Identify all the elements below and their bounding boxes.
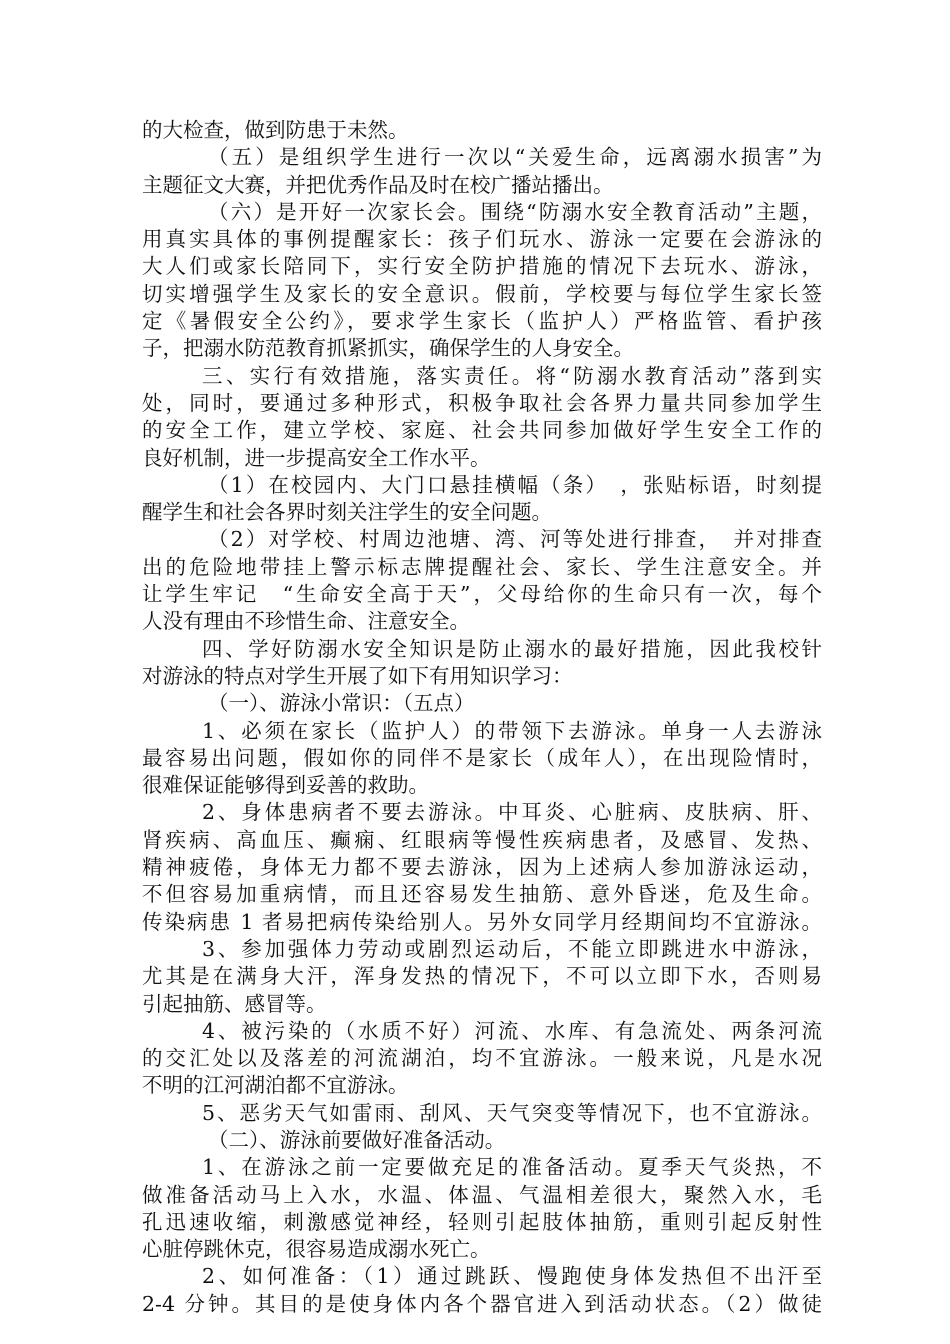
text-line: 引起抽筋、感冒等。 (142, 991, 327, 1016)
text-line: 对游泳的特点对学生开展了如下有用知识学习： (142, 663, 573, 688)
text-line: 1、必须在家长（监护人）的带领下去游泳。单身一人去游泳 (202, 718, 822, 743)
text-line: 5、恶劣天气如雷雨、刮风、天气突变等情况下，也不宜游泳。 (202, 1100, 822, 1125)
text-line: 的交汇处以及落差的河流湖泊，均不宜游泳。一般来说，凡是水况 (142, 1046, 822, 1071)
text-line: 切实增强学生及家长的安全意识。假前，学校要与每位学生家长签 (142, 281, 822, 306)
text-line: 最容易出问题，假如你的同伴不是家长（成年人），在出现险情时， (142, 745, 822, 770)
text-line: 做准备活动马上入水，水温、体温、气温相差很大，聚然入水，毛 (142, 1182, 822, 1207)
text-line: 人没有理由不珍惜生命、注意安全。 (142, 609, 470, 634)
text-line: 很难保证能够得到妥善的救助。 (142, 773, 429, 798)
text-line: 让学生牢记 “生命安全高于天”，父母给你的生命只有一次，每个 (142, 582, 822, 607)
text-line: 传染病患 1 者易把病传染给别人。另外女同学月经期间均不宜游泳。 (142, 909, 822, 934)
text-line: 定《暑假安全公约》，要求学生家长（监护人）严格监管、看护孩 (142, 309, 822, 334)
text-line: 1、在游泳之前一定要做充足的准备活动。夏季天气炎热，不 (202, 1155, 822, 1180)
text-line: （五）是组织学生进行一次以“关爱生命，远离溺水损害”为 (208, 145, 822, 170)
text-line: 孔迅速收缩，刺激感觉神经，轻则引起肢体抽筋，重则引起反射性 (142, 1209, 822, 1234)
text-line: 不但容易加重病情，而且还容易发生抽筋、意外昏迷，危及生命。 (142, 882, 822, 907)
text-line: 2-4 分钟。其目的是使身体内各个器官进入到活动状态。（2）做徒 (142, 1291, 822, 1316)
text-line: （六）是开好一次家长会。围绕“防溺水安全教育活动”主题， (208, 199, 822, 224)
text-line: 良好机制，进一步提高安全工作水平。 (142, 445, 491, 470)
text-line: 出的危险地带挂上警示标志牌提醒社会、家长、学生注意安全。并 (142, 554, 822, 579)
text-line: 醒学生和社会各界时刻关注学生的安全问题。 (142, 500, 552, 525)
text-line: 的大检查，做到防患于未然。 (142, 118, 409, 142)
text-line: 尤其是在满身大汗，浑身发热的情况下，不可以立即下水，否则易 (142, 964, 822, 989)
text-line: 2、如何准备：（1）通过跳跃、慢跑使身体发热但不出汗至 (202, 1264, 822, 1289)
text-line: 用真实具体的事例提醒家长：孩子们玩水、游泳一定要在会游泳的 (142, 227, 822, 252)
text-line: 4、被污染的（水质不好）河流、水库、有急流处、两条河流 (202, 1018, 822, 1043)
text-line: 子，把溺水防范教育抓紧抓实，确保学生的人身安全。 (142, 336, 634, 361)
text-line: 3、参加强体力劳动或剧烈运动后，不能立即跳进水中游泳， (202, 936, 822, 961)
text-line: 主题征文大赛，并把优秀作品及时在校广播站播出。 (142, 172, 614, 197)
text-line: （2）对学校、村周边池塘、湾、河等处进行排查， 并对排查 (208, 527, 822, 552)
text-line: 肾疾病、高血压、癫痫、红眼病等慢性疾病患者，及感冒、发热、 (142, 827, 822, 852)
document-page (142, 117, 822, 1318)
text-line: 大人们或家长陪同下，实行安全防护措施的情况下去玩水、游泳， (142, 254, 822, 279)
text-line: 精神疲倦，身体无力都不要去游泳，因为上述病人参加游泳运动， (142, 855, 822, 880)
text-line: 的安全工作，建立学校、家庭、社会共同参加做好学生安全工作的 (142, 418, 822, 443)
text-line: 2、身体患病者不要去游泳。中耳炎、心脏病、皮肤病、肝、 (202, 800, 822, 825)
text-line: 不明的江河湖泊都不宜游泳。 (142, 1073, 409, 1098)
text-line: 四、学好防溺水安全知识是防止溺水的最好措施，因此我校针 (202, 636, 822, 661)
text-line: （二）、游泳前要做好准备活动。 (208, 1127, 506, 1152)
text-line: （一）、游泳小常识：（五点） (208, 691, 475, 716)
text-line: 心脏停跳休克，很容易造成溺水死亡。 (142, 1237, 491, 1262)
text-line: 三、实行有效措施，落实责任。将“防溺水教育活动”落到实 (202, 363, 822, 388)
text-line: 处，同时，要通过多种形式，积极争取社会各界力量共同参加学生 (142, 390, 822, 415)
text-line: （1）在校园内、大门口悬挂横幅（条） ，张贴标语，时刻提 (208, 472, 822, 497)
